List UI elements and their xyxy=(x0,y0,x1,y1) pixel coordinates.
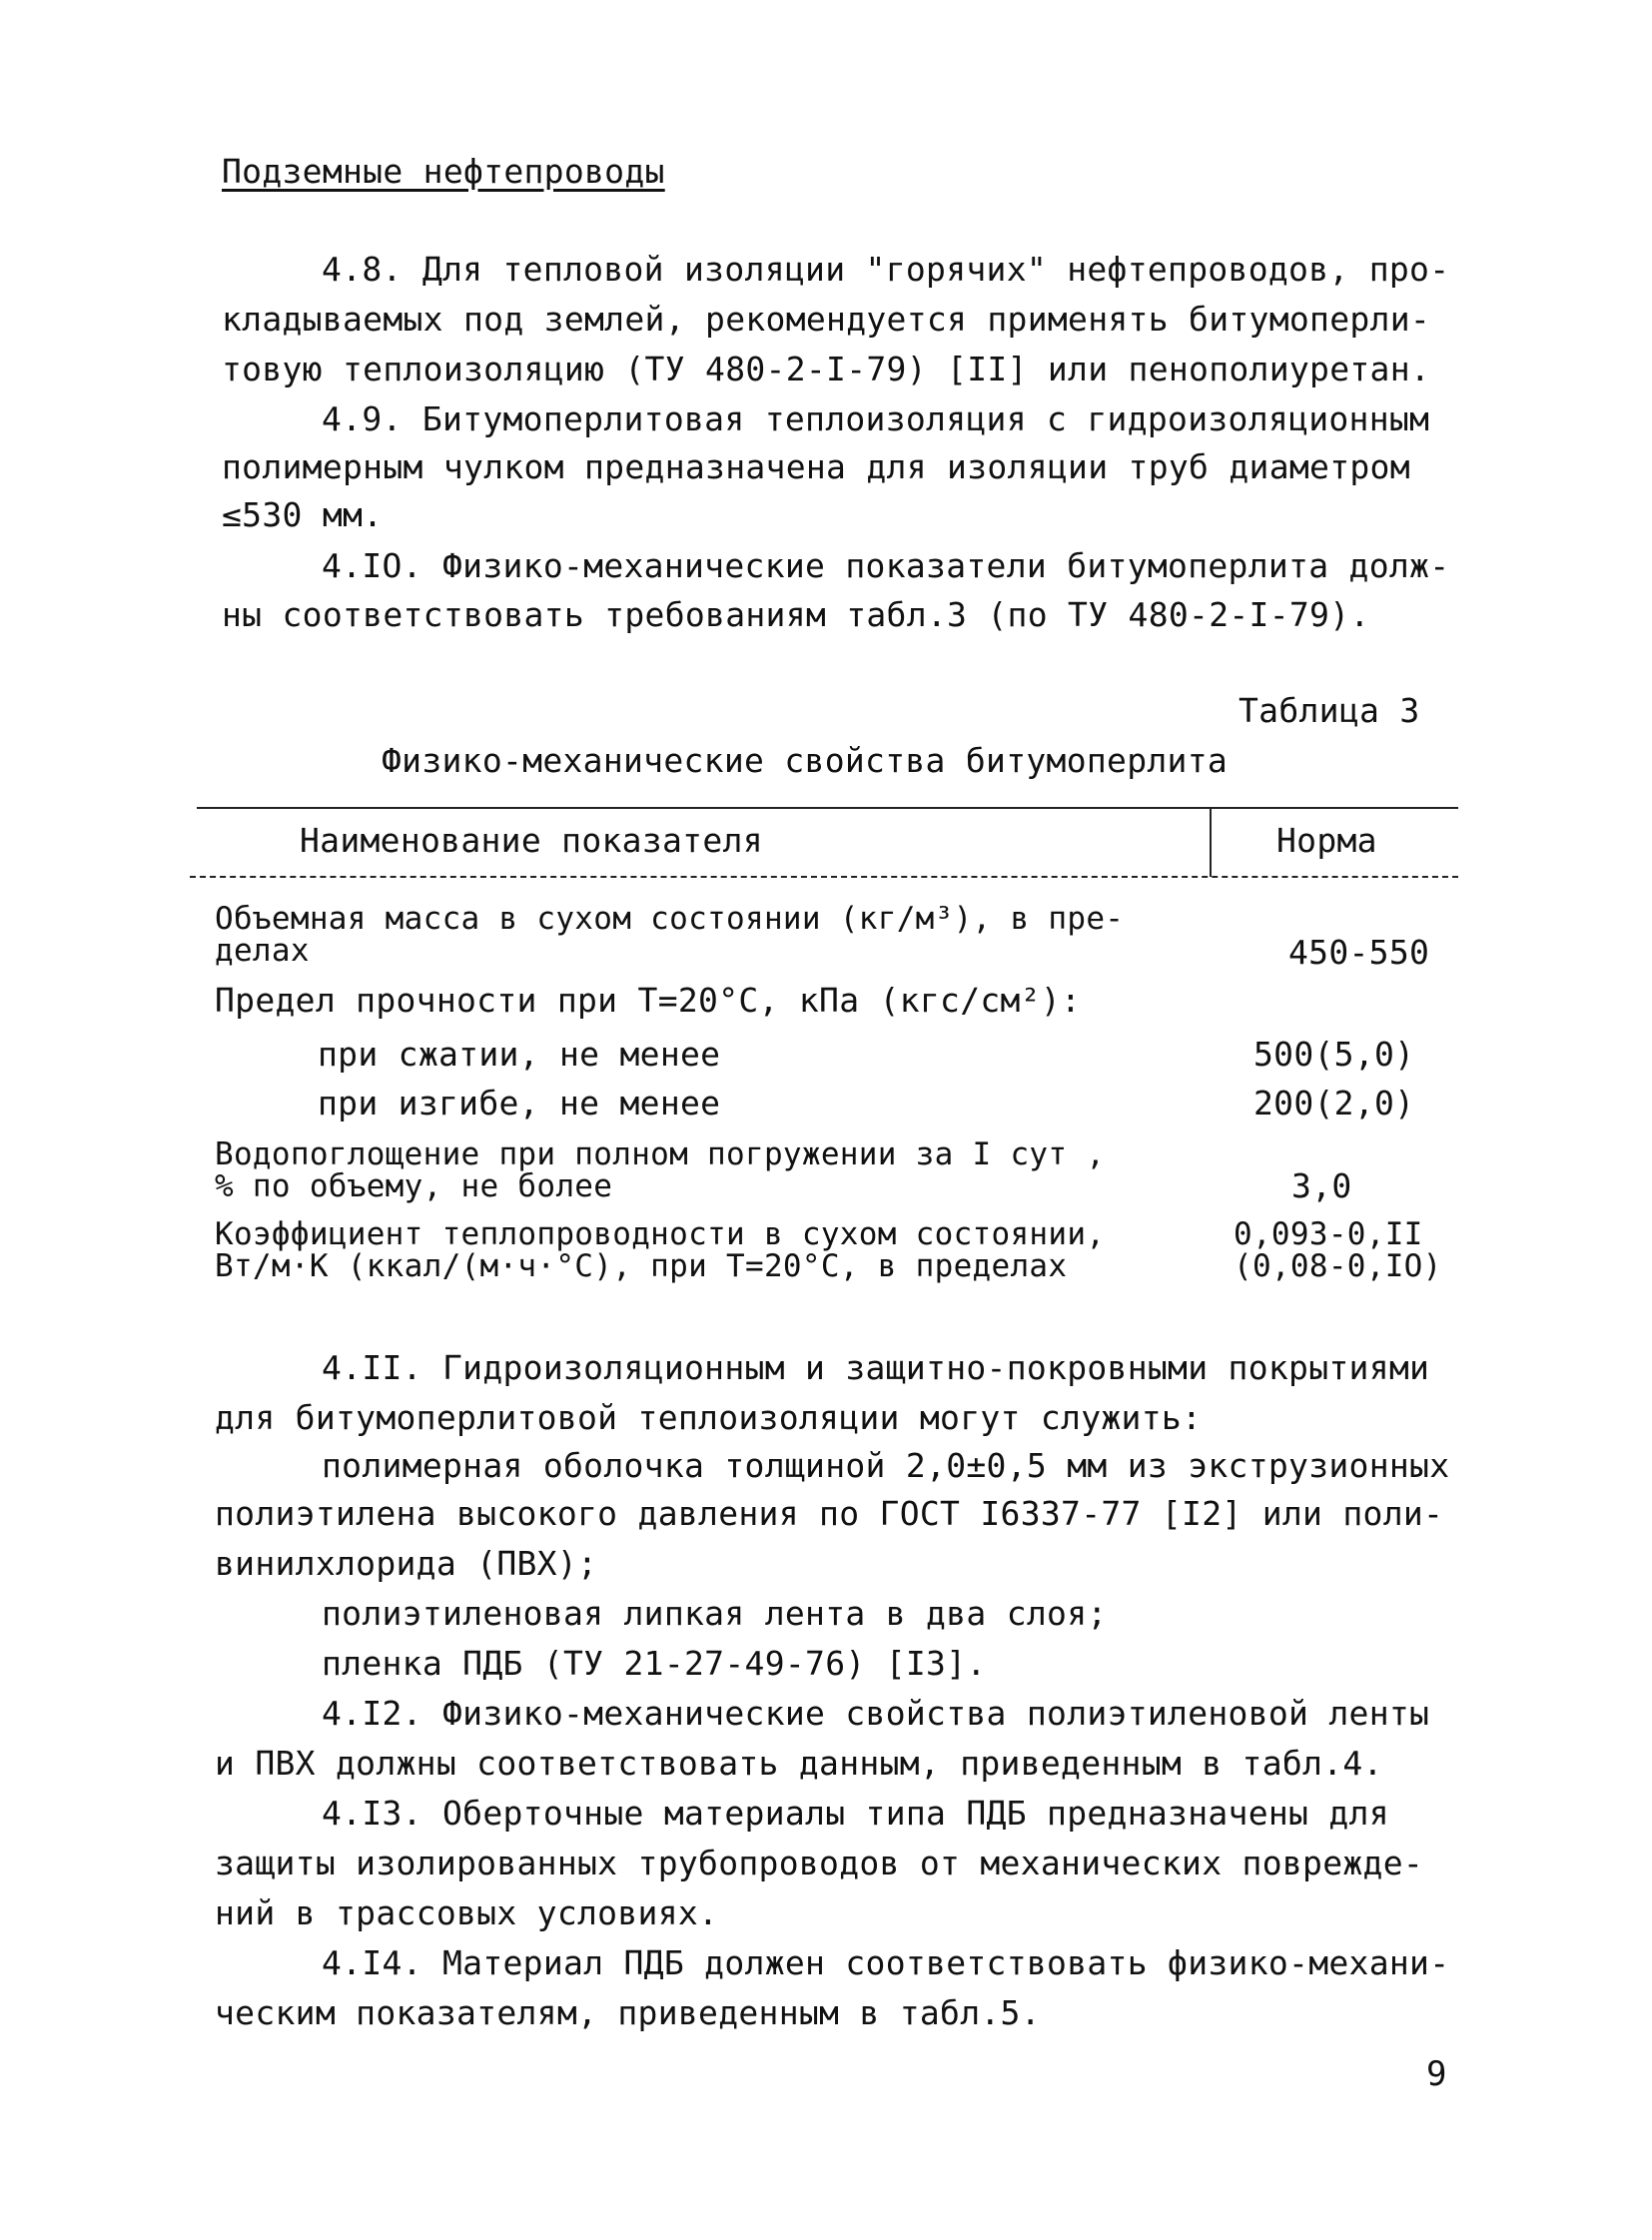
para-4-8-line1: 4.8. Для тепловой изоляции "горячих" нефтепроводов, про- xyxy=(322,250,1450,289)
table-header-norm: Норма xyxy=(1276,821,1377,860)
table-row-4-name: при изгибе, не менее xyxy=(318,1084,721,1122)
para-4-13-line2: защиты изолированных трубопроводов от механических поврежде- xyxy=(215,1844,1424,1882)
para-4-10-line1: 4.IO. Физико-механические показатели битумоперлита долж- xyxy=(322,546,1450,585)
table-row-1-name-line2: делах xyxy=(215,933,310,969)
table-header-name: Наименование показателя xyxy=(300,821,763,860)
para-4-8-line3: товую теплоизоляцию (ТУ 480-2-I-79) [II] или пенополиуретан. xyxy=(222,350,1431,388)
para-4-13-line1: 4.I3. Оберточные материалы типа ПДБ предназначены для xyxy=(322,1794,1389,1833)
table-column-divider xyxy=(1210,807,1212,877)
table-row-6-norm-line1: 0,093-0,II xyxy=(1234,1216,1423,1252)
table-row-6-name-line1: Коэффициент теплопроводности в сухом состоянии, xyxy=(215,1216,1106,1252)
para-4-9-line2: полимерным чулком предназначена для изоляции труб диаметром xyxy=(222,447,1410,486)
para-4-11-line5: винилхлорида (ПВХ); xyxy=(215,1544,598,1583)
para-4-9-line1: 4.9. Битумоперлитовая теплоизоляция с гидроизоляционным xyxy=(322,399,1430,438)
para-4-11-line3: полимерная оболочка толщиной 2,0±0,5 мм из экструзионных xyxy=(322,1446,1450,1485)
table-row-1-name-line1: Объемная масса в сухом состоянии (кг/м³), в пре- xyxy=(215,901,1125,937)
para-4-8-line2: кладываемых под землей, рекомендуется применять битумоперли- xyxy=(222,300,1431,339)
para-4-11-line6: полиэтиленовая липкая лента в два слоя; xyxy=(322,1594,1108,1633)
para-4-9-line3: ≤530 мм. xyxy=(222,495,384,534)
para-4-11-line2: для битумоперлитовой теплоизоляции могут служить: xyxy=(215,1398,1203,1437)
table-row-6-norm-line2: (0,08-0,IO) xyxy=(1234,1248,1442,1284)
para-4-10-line2: ны соответствовать требованиям табл.3 (по ТУ 480-2-I-79). xyxy=(222,595,1370,634)
table-row-3-norm: 500(5,0) xyxy=(1253,1035,1415,1074)
table-row-4-norm: 200(2,0) xyxy=(1253,1084,1415,1122)
table-title: Физико-механические свойства битумоперлита xyxy=(382,741,1229,780)
para-4-13-line3: ний в трассовых условиях. xyxy=(215,1893,719,1932)
para-4-11-line7: пленка ПДБ (ТУ 21-27-49-76) [I3]. xyxy=(322,1644,987,1683)
section-heading: Подземные нефтепроводы xyxy=(222,152,665,191)
table-row-3-name: при сжатии, не менее xyxy=(318,1035,721,1074)
para-4-12-line1: 4.I2. Физико-механические свойства полиэтиленовой ленты xyxy=(322,1694,1430,1733)
table-row-6-name-line2: Вт/м·К (ккал/(м·ч·°С), при Т=20°С, в пределах xyxy=(215,1248,1068,1284)
para-4-11-line4: полиэтилена высокого давления по ГОСТ I6337-77 [I2] или поли- xyxy=(215,1494,1444,1533)
table-header-rule xyxy=(190,876,1458,878)
para-4-11-line1: 4.II. Гидроизоляционным и защитно-покровными покрытиями xyxy=(322,1348,1430,1387)
table-row-2-name: Предел прочности при Т=20°С, кПа (кгс/см²): xyxy=(215,981,1082,1020)
table-top-rule xyxy=(197,807,1458,809)
para-4-14-line2: ческим показателям, приведенным в табл.5. xyxy=(215,1993,1041,2032)
para-4-14-line1: 4.I4. Материал ПДБ должен соответствовать физико-механи- xyxy=(322,1943,1450,1982)
table-row-5-name-line2: % по объему, не более xyxy=(215,1168,613,1204)
page-number: 9 xyxy=(1426,2054,1447,2094)
table-row-5-name-line1: Водопоглощение при полном погружении за I сут , xyxy=(215,1136,1106,1172)
table-label: Таблица 3 xyxy=(1239,691,1420,730)
para-4-12-line2: и ПВХ должны соответствовать данным, приведенным в табл.4. xyxy=(215,1744,1383,1783)
table-row-5-norm: 3,0 xyxy=(1291,1166,1352,1205)
table-row-1-norm: 450-550 xyxy=(1288,933,1430,972)
